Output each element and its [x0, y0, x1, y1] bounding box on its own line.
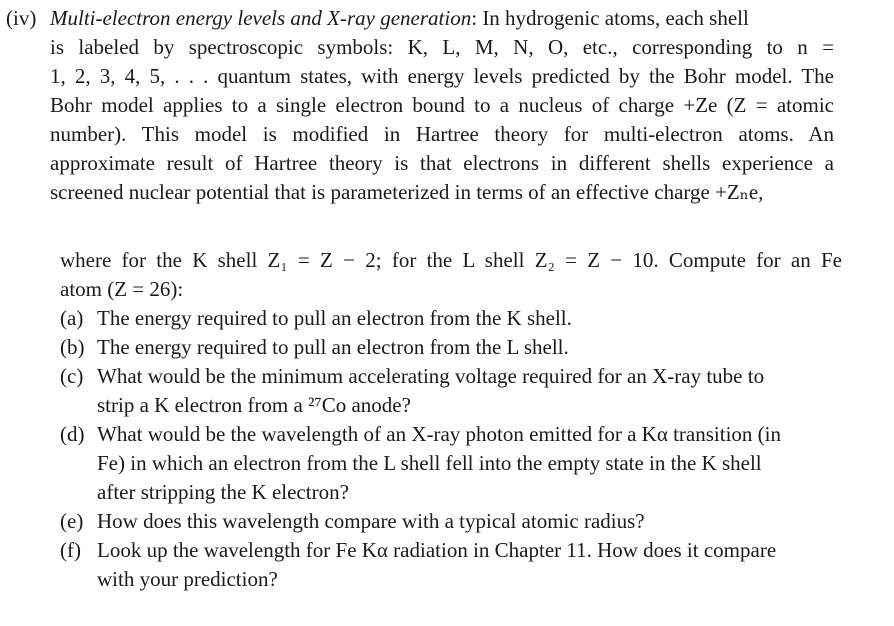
question-d: [60, 420, 844, 507]
question-e-line-1: How does this wavelength compare with a typical atomic radius?: [97, 509, 645, 533]
question-b: [60, 333, 844, 362]
question-e-tag: (e): [60, 509, 84, 533]
intro-line-6: approximate result of Hartree theory is that electrons in different shells experience a: [50, 151, 834, 175]
question-d-line-1: What would be the wavelength of an X-ray photon emitted for a Kα transition (in: [97, 422, 781, 446]
question-c-tag: (c): [60, 364, 84, 388]
question-c-line-1: What would be the minimum accelerating voltage required for an X-ray tube to: [97, 364, 765, 388]
question-c-line-2: strip a K electron from a ²⁷Co anode?: [97, 393, 411, 417]
question-e: [60, 507, 844, 536]
problem-label: (iv): [6, 6, 37, 30]
question-f: [60, 536, 844, 594]
intro-line-1-rest: : In hydrogenic atoms, each shell: [471, 6, 749, 30]
question-f-line-2: with your prediction?: [97, 567, 278, 591]
question-b-tag: (b): [60, 335, 85, 359]
intro-line-1: [6, 4, 834, 33]
task-line-1: where for the K shell Z₁ = Z − 2; for the L shell Z₂ = Z − 10. Compute for an Fe: [60, 248, 842, 272]
task-line-2: atom (Z = 26):: [60, 277, 184, 301]
intro-line-7: screened nuclear potential that is parameterized in terms of an effective charge +Zₙe,: [50, 180, 764, 204]
question-c: [60, 362, 844, 420]
intro-line-3: 1, 2, 3, 4, 5, . . . quantum states, with energy levels predicted by the Bohr model. The: [50, 64, 834, 88]
intro-line-4: Bohr model applies to a single electron bound to a nucleus of charge +Ze (Z = atomic: [50, 93, 834, 117]
question-a-line-1: The energy required to pull an electron from the K shell.: [97, 306, 572, 330]
question-a-tag: (a): [60, 306, 84, 330]
intro-line-5: number). This model is modified in Hartree theory for multi-electron atoms. An: [50, 122, 834, 146]
question-list: [60, 304, 844, 594]
intro-line-2: is labeled by spectroscopic symbols: K, L, M, N, O, etc., corresponding to n =: [50, 35, 834, 59]
question-b-line-1: The energy required to pull an electron from the L shell.: [97, 335, 569, 359]
question-f-tag: (f): [60, 538, 81, 562]
question-d-tag: (d): [60, 422, 85, 446]
task-statement: [60, 246, 842, 304]
question-f-line-1: Look up the wavelength for Fe Kα radiation in Chapter 11. How does it compare: [97, 538, 777, 562]
question-d-line-3: after stripping the K electron?: [97, 480, 349, 504]
intro-paragraph: [6, 4, 834, 207]
problem-title: Multi-electron energy levels and X-ray generation: [50, 6, 472, 30]
question-d-line-2: Fe) in which an electron from the L shell fell into the empty state in the K shell: [97, 451, 762, 475]
question-a: [60, 304, 844, 333]
